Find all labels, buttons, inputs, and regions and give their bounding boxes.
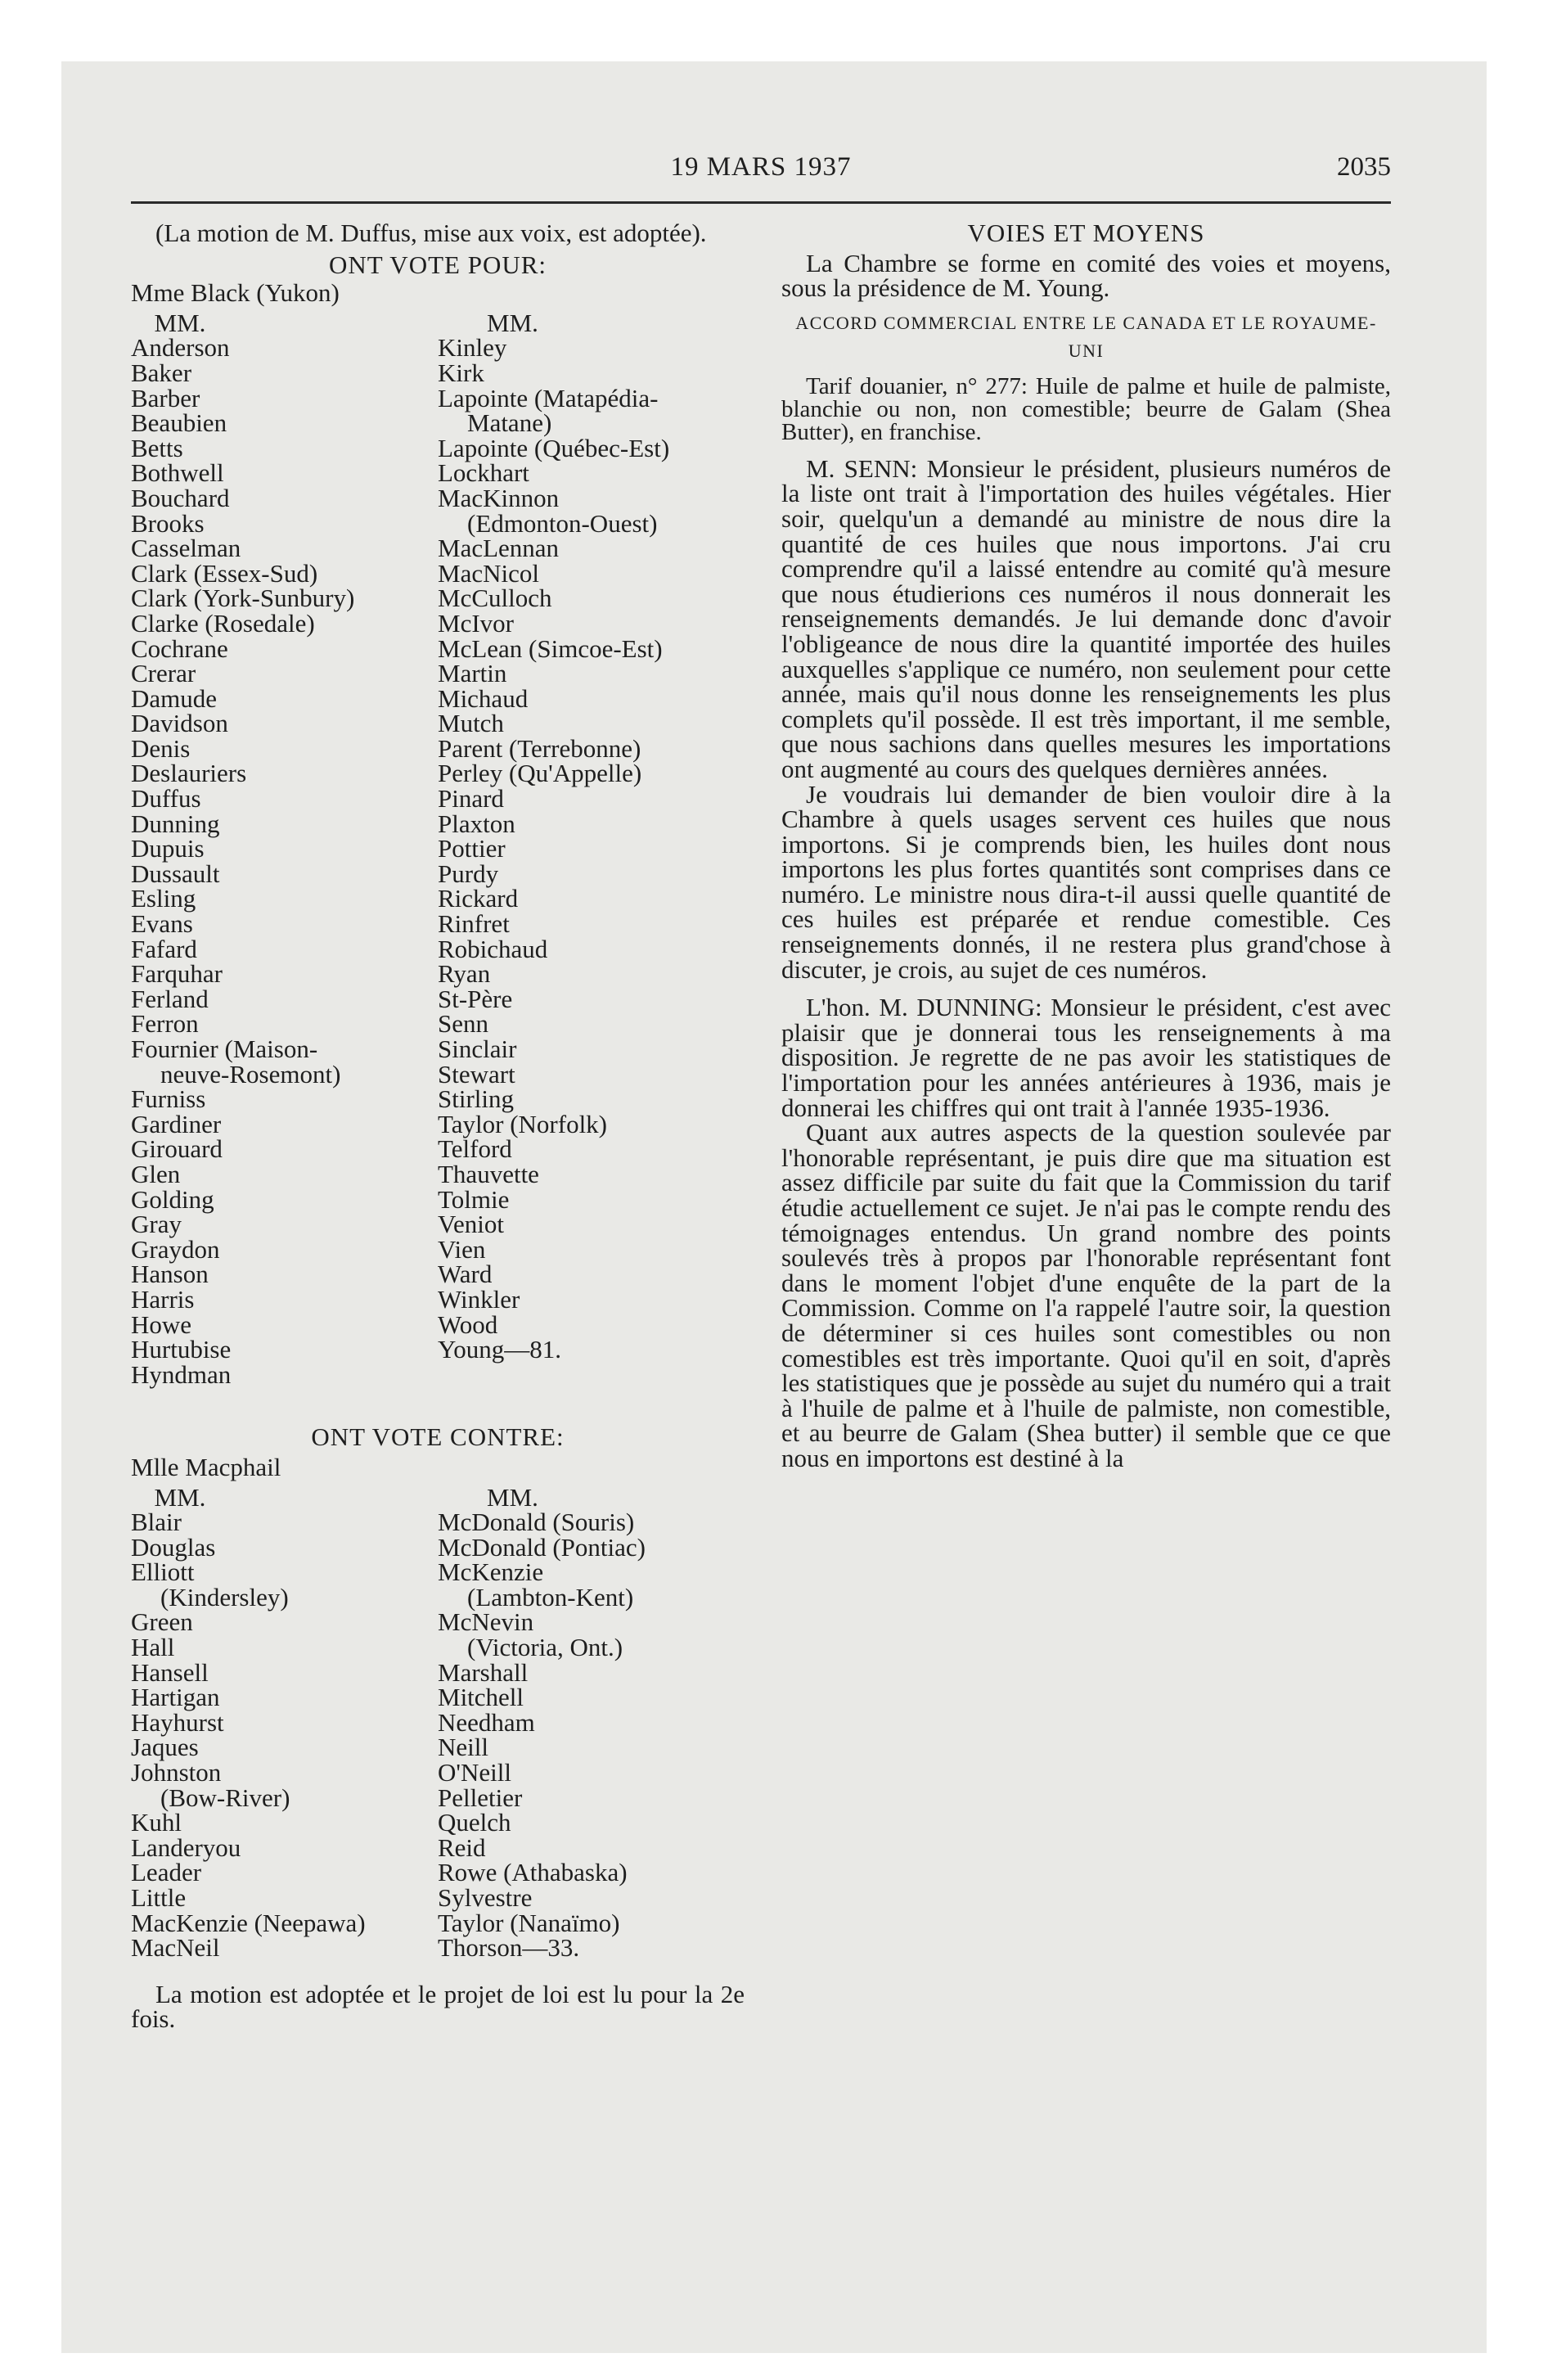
member-name: Taylor (Nanaïmo) [438,1908,620,1937]
member-name: Rinfret [438,909,510,939]
member-name: MacKenzie (Neepawa) [131,1908,366,1937]
member-name: Elliott [131,1557,195,1587]
member-name: McNevin [438,1607,534,1637]
member-name: Davidson [131,709,228,738]
committee-paragraph: La Chambre se forme en comité des voies et moyens, sous la présidence de M. Young. [781,248,1391,303]
closing-paragraph: La motion est adoptée et le projet de loi est lu pour la 2e fois. [131,1979,745,2034]
member-name: Thauvette [438,1159,539,1188]
member-name: Johnston [131,1758,222,1787]
member-name: Douglas [131,1532,216,1562]
mm-label: MM. [154,1482,206,1512]
member-name: Anderson [131,333,230,363]
senn-paragraph-2: Je voudrais lui demander de bien vouloir dire à la Chambre à quels usages servent ces huiles que nous importons. Si je comprends bien, les huiles dont nous importons les plus fortes quantités sont comprises dans ce numéro. Le ministre nous dira-t-il aussi quelle quantité de ces huiles est préparée et rendue comestible. Ces renseignements donnés, il ne restera plus grand'chose à discuter, je crois, au sujet de ces numéros. [781,779,1391,984]
member-name: Hanson [131,1260,209,1289]
member-name: McDonald (Souris) [438,1508,635,1537]
member-name: Matane) [467,408,552,438]
dunning-paragraph-2: Quant aux autres aspects de la question soulevée par l'honorable représentant, je puis dire que ma situation est assez difficile par suite du fait que la Commission du tarif étudie actuellement ce sujet. Je n'ai pas le compte rendu des témoignages entendus. Un grand nombre des points soulevés très à propos par l'honorable représentant font dans le moment l'objet d'une enquête de la part de la Commission. Comme on l'a rappelé l'autre soir, la question de déterminer si ces huiles sont comestibles ou non comestibles est très importante. Quoi qu'il en soit, d'après les statistiques que je possède au sujet du numéro qui a trait à l'huile de palme et à l'huile de palmiste, non comestible, et au beurre de Galam (Shea butter) il semble que ce que nous en importons est destiné à la [781,1118,1391,1472]
member-name: (Edmonton-Ouest) [467,508,658,538]
member-name: Taylor (Norfolk) [438,1109,608,1138]
member-name: Clark (Essex-Sud) [131,558,318,588]
member-name: Parent (Terrebonne) [438,733,641,763]
member-name: Martin [438,659,507,688]
member-name: Clark (York-Sunbury) [131,584,355,613]
member-name: Crerar [131,659,196,688]
mm-label: MM. [487,308,538,337]
member-name: Casselman [131,534,241,563]
against-names [131,1482,745,1963]
member-name: Gardiner [131,1109,222,1138]
member-name: Kinley [438,333,507,363]
against-list-1 [131,1510,438,1961]
dunning-paragraph-1 [781,995,1391,1120]
member-name: Telford [438,1134,512,1164]
member-name: MacKinnon [438,483,560,512]
member-name: (Victoria, Ont.) [467,1633,623,1662]
member-name: Fournier (Maison- [131,1034,318,1063]
member-name: Lapointe (Matapédia- [438,383,659,412]
member-name: Pinard [438,784,504,814]
left-column [131,221,745,2032]
member-name: Wood [438,1309,498,1339]
member-name: Reid [438,1832,486,1862]
member-name: Esling [131,884,196,913]
section-heading: VOIES ET MOYENS [967,219,1205,247]
for-list-1 [131,333,438,1389]
for-names [131,308,745,1389]
tariff-item: Tarif douanier, n° 277: Huile de palme et huile de palmiste, blanchie ou non, non comestible; beurre de Galam (Shea Butter), en franchise. [781,372,1391,445]
against-lead: Mlle Macphail [131,1452,281,1481]
member-name: Golding [131,1184,214,1214]
header-date: 19 MARS 1937 [670,152,852,182]
member-name: Lapointe (Québec-Est) [438,433,670,462]
member-name: Perley (Qu'Appelle) [438,759,642,788]
member-name: MacLennan [438,534,560,563]
member-name: (Bow-River) [160,1783,290,1812]
member-name: Ward [438,1260,493,1289]
senn-paragraph-1 [781,453,1391,783]
for-heading: ONT VOTE POUR: [328,250,547,279]
for-names-col2 [438,308,745,1388]
member-name: Betts [131,433,183,462]
member-name: Barber [131,383,200,412]
for-lead: Mme Black (Yukon) [131,278,340,308]
mm-label: MM. [487,1482,538,1512]
member-name: Leader [131,1858,202,1887]
member-name: (Lambton-Kent) [467,1582,634,1611]
member-name: Marshall [438,1657,529,1687]
member-name: McCulloch [438,584,552,613]
member-name: Hyndman [131,1359,232,1389]
member-name: Kirk [438,358,484,387]
member-name: Damude [131,683,218,713]
member-name: Tolmie [438,1184,510,1214]
member-name: Mitchell [438,1683,524,1712]
member-name: Dunning [131,809,220,838]
member-name: Michaud [438,683,529,713]
member-name: Robichaud [438,934,548,963]
member-name: Jaques [131,1733,199,1762]
member-name: Quelch [438,1808,511,1837]
member-name: Green [131,1607,193,1637]
member-name: Ferron [131,1009,199,1039]
member-name: Dussault [131,859,220,888]
member-name: Blair [131,1508,182,1537]
agreement-subheading: ACCORD COMMERCIAL ENTRE LE CANADA ET LE ROYAUME-UNI [795,312,1377,361]
member-name: Pelletier [438,1783,523,1812]
member-name: Vien [438,1234,486,1264]
member-name: Hayhurst [131,1707,224,1737]
member-name: McKenzie [438,1557,544,1587]
member-name: Mutch [438,709,504,738]
member-name: MacNicol [438,558,539,588]
member-name: Baker [131,358,192,387]
member-name: Howe [131,1309,192,1339]
member-name: Hurtubise [131,1335,232,1364]
member-name: neuve-Rosemont) [160,1059,341,1089]
speaker-senn: M. SENN: [806,453,918,483]
member-name: Graydon [131,1234,220,1264]
member-name: Clarke (Rosedale) [131,608,315,638]
for-list-2 [438,333,745,1364]
right-column [781,221,1391,1472]
member-name: Brooks [131,508,205,538]
member-name: Thorson—33. [438,1933,580,1963]
member-name: Evans [131,909,193,939]
member-name: Bouchard [131,483,230,512]
member-name: Purdy [438,859,499,888]
member-name: (Kindersley) [160,1582,289,1611]
member-name: Girouard [131,1134,223,1164]
member-name: Winkler [438,1284,520,1314]
member-name: Ryan [438,959,491,989]
member-name: Lockhart [438,458,529,488]
member-name: Rickard [438,884,519,913]
page-header [131,152,1391,193]
member-name: MacNeil [131,1933,220,1963]
member-name: Glen [131,1159,181,1188]
member-name: Cochrane [131,633,228,663]
member-name: Denis [131,733,191,763]
member-name: Sinclair [438,1034,517,1063]
member-name: Gray [131,1210,182,1239]
member-name: Ferland [131,984,209,1013]
member-name: Veniot [438,1210,504,1239]
member-name: Neill [438,1733,488,1762]
member-name: Hartigan [131,1683,220,1712]
member-name: McDonald (Pontiac) [438,1532,646,1562]
member-name: Hansell [131,1657,209,1687]
member-name: Needham [438,1707,535,1737]
member-name: Duffus [131,784,201,814]
motion-intro: (La motion de M. Duffus, mise aux voix, est adoptée). [155,219,707,247]
page-number: 2035 [1337,152,1391,182]
member-name: Kuhl [131,1808,182,1837]
member-name: Rowe (Athabaska) [438,1858,628,1887]
member-name: Pottier [438,834,506,863]
against-heading: ONT VOTE CONTRE: [311,1422,565,1452]
member-name: Stewart [438,1059,515,1089]
against-names-col2 [438,1482,745,1963]
member-name: Landeryou [131,1832,241,1862]
member-name: McIvor [438,608,514,638]
member-name: O'Neill [438,1758,511,1787]
mm-label: MM. [154,308,206,337]
member-name: Sylvestre [438,1883,533,1912]
member-name: Little [131,1883,187,1912]
member-name: McLean (Simcoe-Est) [438,633,663,663]
member-name: Farquhar [131,959,223,989]
member-name: Bothwell [131,458,224,488]
member-name: Senn [438,1009,488,1039]
member-name: Furniss [131,1084,206,1114]
member-name: Beaubien [131,408,227,438]
member-name: Young—81. [438,1335,562,1364]
member-name: Dupuis [131,834,205,863]
member-name: Plaxton [438,809,515,838]
for-names-col1 [131,308,438,1389]
speaker-dunning: L'hon. M. DUNNING: [806,993,1042,1022]
member-name: Harris [131,1284,195,1314]
member-name: Fafard [131,934,197,963]
member-name: St-Père [438,984,513,1013]
against-names-col1 [131,1482,438,1963]
header-rule [131,201,1391,204]
senn-text-1: Monsieur le président, plusieurs numéros de la liste ont trait à l'importation des huiles végétales. Hier soir, quelqu'un a demandé au ministre de nous dire la quantité de ces huiles que nous importons. J'ai cru comprendre qu'il a laissé entendre au comité qu'à mesure que nous étudierions ces numéros il nous donnerait les renseignements demandés. Je lui demande donc d'avoir l'obligeance de nous dire la quantité importée des huiles auxquelles s'applique ce numéro, non seulement pour cette année, mais qu'il nous donne les renseignements les plus complets qu'il possède. Il est très important, il me semble, que nous sachions dans quelles mesures les importations ont augmenté au cours des quelques dernières années. [781,453,1391,783]
dunning-text-1: Monsieur le président, c'est avec plaisir que je donnerai tous les renseignements à ma disposition. Je regrette de ne pas avoir les statistiques de l'importation pour les années antérieures à 1936, mais je donnerai les chiffres qui ont trait à l'année 1935-1936. [781,993,1392,1122]
member-name: Hall [131,1633,175,1662]
member-name: Deslauriers [131,759,247,788]
against-list-2 [438,1510,745,1961]
member-name: Stirling [438,1084,515,1114]
